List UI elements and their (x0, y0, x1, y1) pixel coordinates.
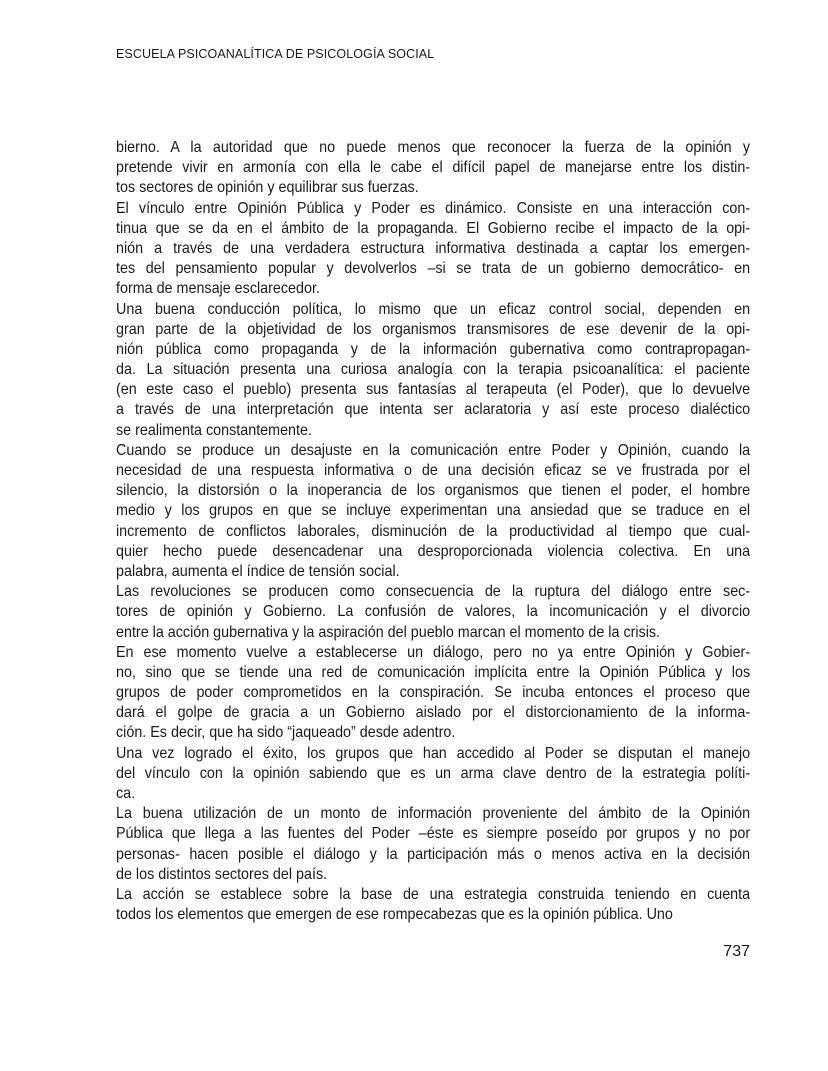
text-line: En ese momento vuelve a establecerse un diálogo, pero no ya entre Opinión y Gobier- (116, 643, 751, 661)
running-header: ESCUELA PSICOANALÍTICA DE PSICOLOGÍA SOCIAL (116, 47, 435, 61)
text-line: grupos de poder comprometidos en la conspiración. Se incuba entonces el proceso que (116, 684, 751, 702)
text-line: incremento de conflictos laborales, disminución de la productividad al tiempo que cual- (116, 522, 751, 540)
text-line: todos los elementos que emergen de ese rompecabezas que es la opinión pública. Uno (116, 906, 673, 924)
paragraph (116, 138, 750, 199)
text-line: necesidad de una respuesta informativa o de una decisión eficaz se ve frustrada por el (116, 462, 751, 479)
text-line: Una buena conducción política, lo mismo que un eficaz control social, dependen en (116, 300, 751, 318)
text-line: se realimenta constantemente. (116, 421, 312, 439)
paragraph (116, 643, 750, 744)
text-line: no, sino que se tiende una red de comunicación implícita entre la Opinión Pública y los (116, 663, 751, 681)
text-line: ción. Es decir, que ha sido “jaqueado” desde adentro. (116, 724, 456, 742)
text-line: pretende vivir en armonía con ella le cabe el difícil papel de manejarse entre los distin- (116, 159, 751, 177)
text-line: da. La situación presenta una curiosa analogía con la terapia psicoanalítica: el paciente (116, 361, 751, 379)
text-line: dará el golpe de gracia a un Gobierno aislado por el distorcionamiento de la informa- (116, 704, 751, 722)
text-line: silencio, la distorsión o la inoperancia de los organismos que tienen el poder, el hombre (116, 482, 751, 500)
text-line: forma de mensaje esclarecedor. (116, 280, 320, 298)
paragraph (116, 441, 750, 582)
body-text (116, 138, 750, 925)
text-line: Cuando se produce un desajuste en la comunicación entre Poder y Opinión, cuando la (116, 441, 751, 459)
text-line: nión pública como propaganda y de la información gubernativa como contrapropagan- (116, 340, 751, 358)
text-line: Una vez logrado el éxito, los grupos que han accedido al Poder se disputan el manejo (116, 744, 751, 762)
text-line: tinua que se da en el ámbito de la propaganda. El Gobierno recibe el impacto de la opi- (116, 219, 751, 237)
paragraph (116, 885, 750, 925)
text-line: tores de opinión y Gobierno. La confusión de valores, la incomunicación y el divorcio (116, 603, 751, 621)
text-line: Pública que llega a las fuentes del Poder –éste es siempre poseído por grupos y no por (116, 825, 751, 843)
text-line: medio y los grupos en que se incluye experimentan una ansiedad que se traduce en el (116, 502, 751, 520)
text-line: La buena utilización de un monto de información proveniente del ámbito de la Opinión (116, 805, 751, 823)
text-line: ca. (116, 785, 136, 802)
paragraph (116, 744, 750, 805)
text-line: tes del pensamiento popular y devolverlos –si se trata de un gobierno democrático- en (116, 260, 751, 278)
text-line: tos sectores de opinión y equilibrar sus fuerzas. (116, 179, 419, 197)
text-line: nión a través de una verdadera estructura informativa destinada a captar los emergen- (116, 239, 751, 257)
text-line: gran parte de la objetividad de los organismos transmisores de ese devenir de la opi- (116, 320, 751, 338)
text-line: (en este caso el pueblo) presenta sus fantasías al terapeuta (el Poder), que lo devuelve (116, 381, 751, 399)
text-line: del vínculo con la opinión sabiendo que es un arma clave dentro de la estrategia políti- (116, 764, 751, 782)
paragraph (116, 300, 750, 441)
text-line: Las revoluciones se producen como consecuencia de la ruptura del diálogo entre sec- (116, 583, 751, 601)
paragraph (116, 582, 750, 643)
paragraph (116, 804, 750, 885)
text-line: El vínculo entre Opinión Pública y Poder es dinámico. Consiste en una interacción con- (116, 199, 751, 217)
text-line: de los distintos sectores del país. (116, 865, 328, 883)
text-line: entre la acción gubernativa y la aspiración del pueblo marcan el momento de la crisis. (116, 623, 661, 641)
paragraph (116, 199, 750, 300)
text-line: quier hecho puede desencadenar una desproporcionada violencia colectiva. En una (116, 542, 751, 560)
text-line: bierno. A la autoridad que no puede menos que reconocer la fuerza de la opinión y (116, 139, 751, 156)
text-line: a través de una interpretación que intenta ser aclaratoria y así este proceso dialéctico (116, 401, 751, 419)
text-line: palabra, aumenta el índice de tensión social. (116, 562, 400, 580)
text-line: La acción se establece sobre la base de una estrategia construida teniendo en cuenta (116, 885, 751, 903)
page-number: 737 (723, 943, 750, 960)
text-line: personas- hacen posible el diálogo y la participación más o menos activa en la decisión (116, 845, 751, 863)
